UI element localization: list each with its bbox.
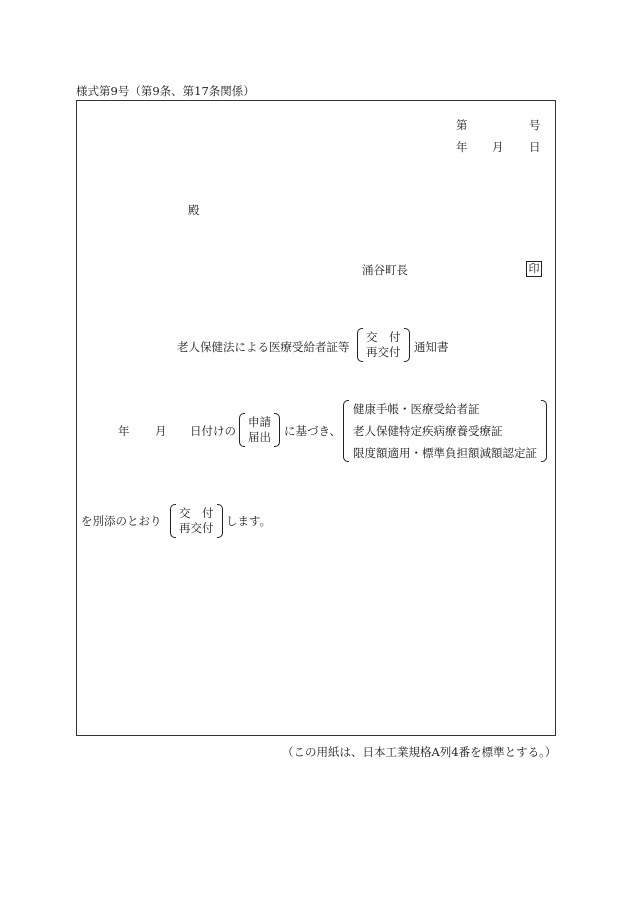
title-suffix: 通知書 <box>414 340 449 354</box>
footer-note: （この用紙は、日本工業規格A列4番を標準とする。） <box>282 745 557 759</box>
certificate-option-specific-disease: 老人保健特定疾病療養受療証 <box>353 424 503 438</box>
issue-option-issue: 交 付 <box>179 506 214 520</box>
number-go: 号 <box>529 118 541 132</box>
seal-stamp: 印 <box>526 261 542 277</box>
title-option-issue: 交 付 <box>366 330 401 344</box>
body-based: に基づき、 <box>284 424 342 438</box>
form-label: 様式第9号（第9条、第17条関係） <box>76 84 255 98</box>
date-day: 日 <box>529 140 541 154</box>
request-option-notification: 届出 <box>248 430 271 444</box>
title-prefix: 老人保健法による医療受給者証等 <box>177 340 350 354</box>
addressee-honorific: 殿 <box>188 203 200 217</box>
title-options <box>357 328 410 362</box>
certificate-option-limit: 限度額適用・標準負担額減額認定証 <box>353 446 537 460</box>
title-option-reissue: 再交付 <box>366 345 401 359</box>
issue-options <box>170 504 223 538</box>
issuer-title: 涌谷町長 <box>362 263 408 277</box>
request-option-application: 申請 <box>248 415 271 429</box>
number-dai: 第 <box>456 118 468 132</box>
body-line2-prefix: を別添のとおり <box>81 514 162 528</box>
body-month: 月 <box>155 424 167 438</box>
certificate-options <box>343 398 547 464</box>
body-line2-suffix: します。 <box>226 514 272 528</box>
request-options <box>239 413 280 447</box>
date-month: 月 <box>492 140 504 154</box>
certificate-option-health-handbook: 健康手帳・医療受給者証 <box>353 402 480 416</box>
body-year: 年 <box>118 424 130 438</box>
date-year: 年 <box>456 140 468 154</box>
body-date-suffix: 日付けの <box>190 424 236 438</box>
issue-option-reissue: 再交付 <box>179 521 214 535</box>
